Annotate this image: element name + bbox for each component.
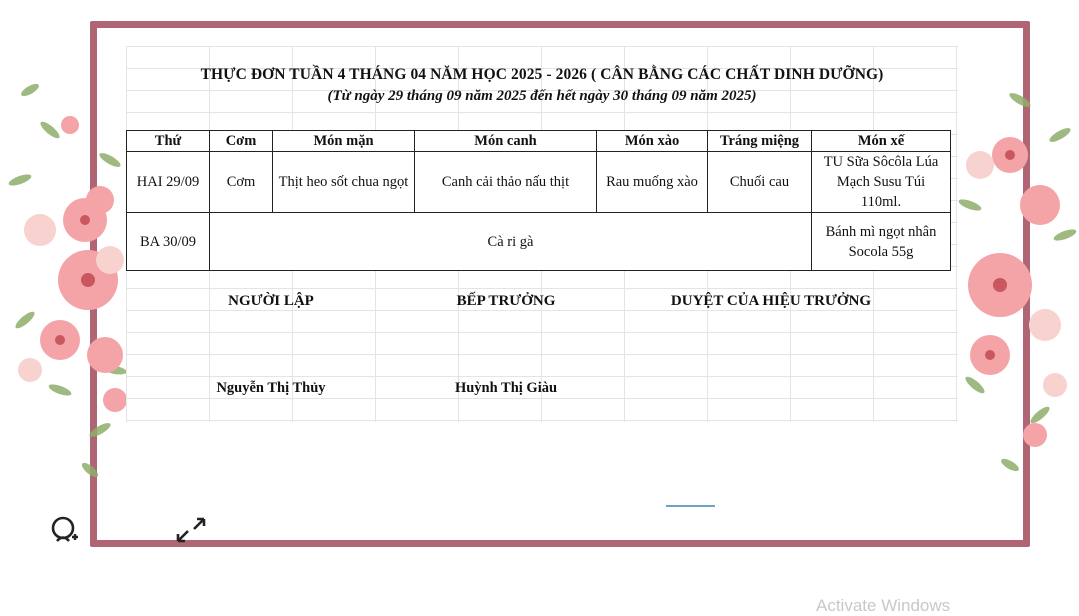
- selection-line-bottom: [666, 505, 715, 507]
- cell-mon-xe: Bánh mì ngọt nhân Socola 55g: [812, 213, 951, 271]
- header-com: Cơm: [210, 131, 273, 152]
- cell-trang-mieng: Chuối cau: [708, 152, 812, 213]
- signature-name-bep-truong: Huỳnh Thị Giàu: [454, 380, 558, 396]
- table-row: [127, 152, 951, 213]
- cell-com: Cơm: [210, 152, 273, 213]
- cell-mon-xe: TU Sữa Sôcôla Lúa Mạch Susu Túi 110ml.: [812, 152, 951, 213]
- cell-day: HAI 29/09: [127, 152, 210, 213]
- signature-name-nguoi-lap: Nguyễn Thị Thủy: [216, 380, 326, 396]
- cell-merged-dish: Cà ri gà: [210, 213, 812, 271]
- right-flower-decoration-icon: [950, 85, 1079, 485]
- header-trang-mieng: Tráng miệng: [708, 131, 812, 152]
- cell-mon-xao: Rau muống xào: [597, 152, 708, 213]
- signature-nguoi-lap-label: NGƯỜI LẬP: [228, 293, 314, 309]
- activate-windows-watermark: Activate Windows: [816, 596, 951, 615]
- menu-date-range: (Từ ngày 29 tháng 09 năm 2025 đến hết ngày 30 tháng 09 năm 2025): [327, 88, 757, 104]
- header-mon-xao: Món xào: [597, 131, 708, 152]
- header-thu: Thứ: [127, 131, 210, 152]
- cell-day: BA 30/09: [127, 213, 210, 271]
- menu-sheet: [126, 46, 958, 422]
- header-mon-xe: Món xế: [812, 131, 951, 152]
- table-row: [127, 213, 951, 271]
- table-header-row: [127, 131, 951, 152]
- menu-title: THỰC ĐƠN TUẦN 4 THÁNG 04 NĂM HỌC 2025 - 2026 ( CÂN BẰNG CÁC CHẤT DINH DƯỠNG): [200, 66, 884, 83]
- expand-icon[interactable]: [172, 515, 208, 545]
- cell-mon-man: Thịt heo sốt chua ngọt: [273, 152, 415, 213]
- signature-bep-truong-label: BẾP TRƯỞNG: [456, 293, 556, 309]
- cell-mon-canh: Canh cải thảo nấu thịt: [415, 152, 597, 213]
- weekly-menu-table: [126, 130, 951, 271]
- header-mon-canh: Món canh: [415, 131, 597, 152]
- left-flower-decoration-icon: [0, 70, 140, 490]
- signature-duyet-label: DUYỆT CỦA HIỆU TRƯỞNG: [670, 293, 872, 309]
- header-mon-man: Món mặn: [273, 131, 415, 152]
- face-search-icon[interactable]: [48, 515, 82, 545]
